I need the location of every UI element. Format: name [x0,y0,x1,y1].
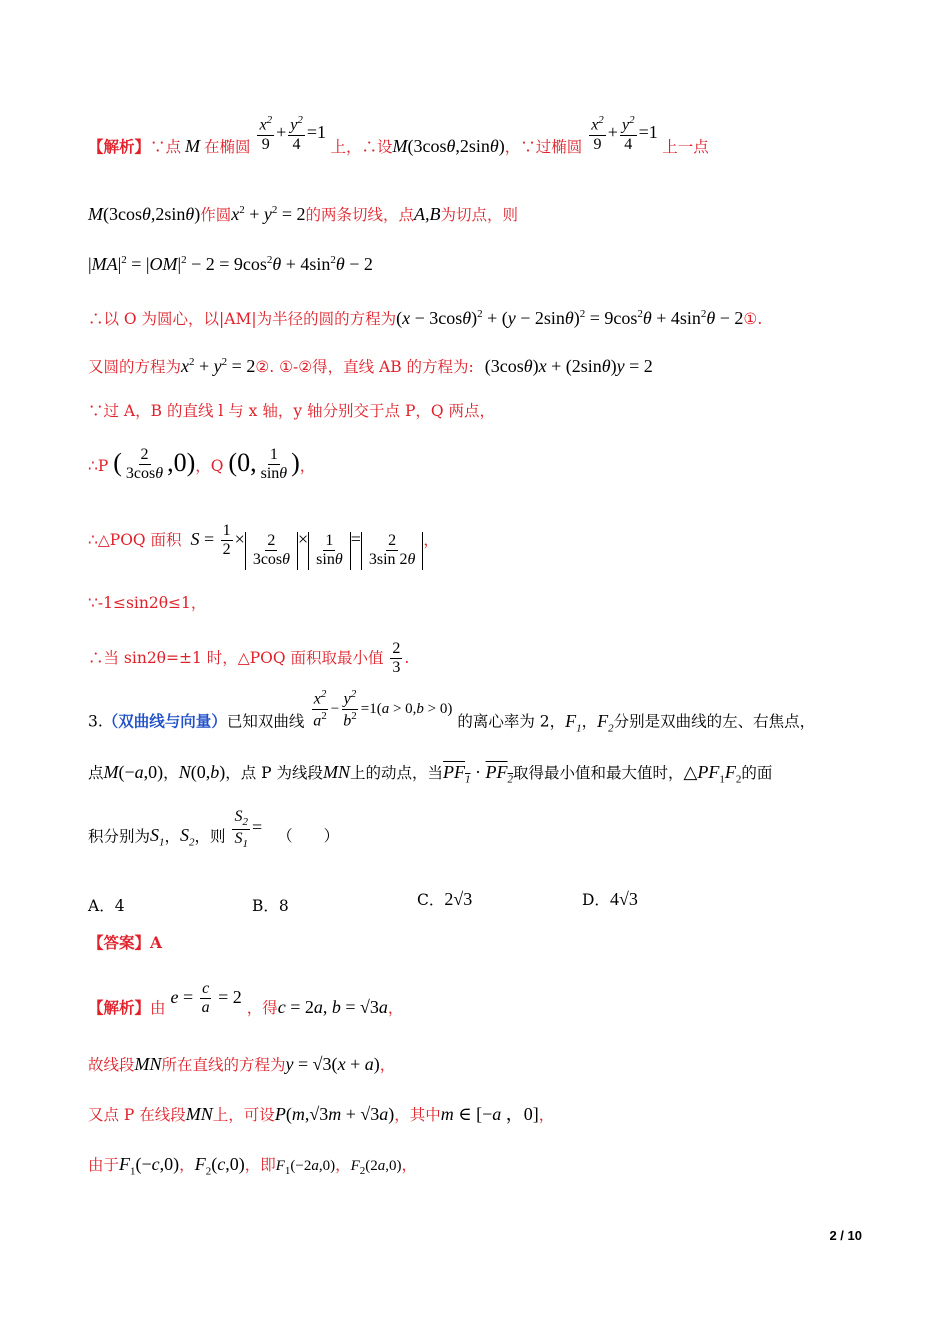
text: 又点 P 在线段 [88,1106,186,1124]
dot-product: $PF_1 \cdot PF_2$ [443,762,514,786]
solution2-line-1 [88,980,890,1028]
text: 上的动点，当 [350,764,444,782]
text: ∵点 [150,138,182,157]
question-3-line-2 [88,762,890,787]
solution-line-8 [88,522,890,570]
segment-MN: MN [134,1054,162,1074]
solution-line-5 [88,356,890,378]
solution-line-6 [88,402,890,421]
segment-MN: MN [323,762,350,782]
text: ， [581,712,598,731]
text: 故线段 [88,1056,135,1074]
triangle: $\triangle PF_1F_2$ [683,762,742,786]
circle-am-equation: $(x - 3\cos\theta)^2 + (y - 2\sin\theta)^2 = 9\cos^2\theta + 4\sin^2\theta - 2$ [396,308,744,328]
line-equation: y = √3(x + a) [285,1054,380,1074]
solution-label: 【解析】 [88,137,151,157]
text: 作圆 [200,206,232,224]
solution-line-3 [88,254,890,276]
text: . [404,649,410,668]
text: ， [387,999,404,1018]
text: 取得最小值和最大值时， [513,764,684,782]
text: ②. ①-②得，直线 AB 的方程为: [255,358,474,376]
text: 在椭圆 [204,138,251,157]
text: ∴P [88,456,109,475]
m-range: m ∈ [−a ，0] [440,1104,539,1124]
solution-line-7 [88,446,890,484]
option-b[interactable] [252,894,289,916]
S1: $S_1$ [150,825,165,850]
ma-equation: $|MA|^2 = |OM|^2 - 2 = 9\cos^2\theta + 4\sin^2\theta - 2$ [88,254,373,274]
circle-equation: $x^2 + y^2 = 2$ [231,204,306,224]
c-b-equation: c = 2a, b = √3a [277,997,388,1018]
text: 为切点，则 [440,206,519,224]
option-b-label: B．8 [252,897,289,915]
option-d-label: D． [582,891,610,909]
eccentricity-equation: e = $\frac{c}{a}$ = 2 [170,980,242,1017]
text: ， [401,1156,418,1174]
text: 上，∴设 [330,138,393,157]
points-AB: A,B [414,204,441,224]
text: 由于 [88,1156,120,1174]
solution-line-1 [88,114,890,168]
text: 已知双曲线 [226,712,305,731]
focus-F1-value: $F_1(-2a,0)$ [275,1158,336,1177]
option-c[interactable] [417,888,472,910]
question-3-line-3 [88,808,890,859]
text: ∴△POQ 面积 [88,531,182,550]
question-number: 3. [88,712,103,731]
text: 点 [88,764,104,782]
min-value: $\frac{2}{3}$ [392,640,401,677]
text: ∴以 O 为圆心，以|AM|为半径的圆的方程为 [88,310,397,328]
focus-F2: $F_2(c,0)$ [194,1154,245,1178]
solution2-line-2 [88,1054,890,1076]
solution-line-2 [88,204,890,226]
text: ①. [743,310,763,328]
option-c-label: C． [417,891,445,909]
text: 的两条切线，点 [305,206,415,224]
text: ， [164,827,181,846]
option-d[interactable] [582,888,638,910]
answer-value: A [150,933,163,952]
ellipse-equation-2: $\frac{x^2}{9}$ + $\frac{y^2}{4}$ =1 [591,114,663,153]
point-Q: (0, $\frac{1}{\sin\theta}$ ) [228,446,300,483]
circle-equation: $x^2 + y^2 = 2$ [181,356,256,376]
focus-F2-value: $F_2(2a,0)$ [350,1158,402,1177]
option-d-value: 4√3 [609,889,638,909]
hyperbola-equation: $\frac{x^2}{a^2}$ − $\frac{y^2}{b^2}$ =1(a > 0,b > 0) [313,688,453,730]
answer-line [88,934,890,953]
text: ， [423,531,439,550]
text: 积分别为 [88,827,151,846]
text: ，得 [246,999,278,1018]
option-a[interactable] [88,894,125,916]
segment-MN: MN [185,1104,213,1124]
text: ， [299,456,316,475]
S2: $S_2$ [180,825,195,850]
focus-F2: $F_2$ [597,710,614,735]
text: ，其中 [394,1106,441,1124]
point-N: N(0,b) [178,762,226,782]
text: 又圆的方程为 [88,358,182,376]
option-c-value: 2√3 [444,889,473,909]
point-M: M(−a,0) [103,762,164,782]
focus-F1: $F_1(-c,0)$ [119,1154,180,1178]
text: ∴当 sin2θ=±1 时，△POQ 面积取最小值 [88,649,384,668]
ratio: $\frac{S_2}{S_1}$ = [234,808,263,851]
text: 上一点 [662,138,709,157]
focus-F1: $F_1$ [565,710,582,735]
page-number: 2 / 10 [829,1228,862,1243]
solution-line-10 [88,640,890,678]
question-3-line-1 [88,688,890,744]
area-equation: S = $\frac{1}{2}$ × $\frac{2}{3\cos\theta}$ × $\frac{1}{\sin\theta}$ = $\frac{2}{3\sin 2\theta}$ [191,529,424,549]
text: ， [538,1106,555,1124]
ellipse-equation: $\frac{x^2}{9}$ + $\frac{y^2}{4}$ =1 [259,114,331,153]
text: 的离心率为 2， [457,712,566,731]
text: ， [179,1156,195,1174]
text: ，∵过椭圆 [504,138,583,157]
text: ， [379,1056,396,1074]
text: ∵-1≤sin2θ≤1， [88,594,207,612]
solution-label: 【解析】 [88,998,151,1018]
answer-label: 【答案】 [88,933,151,952]
text: 的面 [741,764,773,782]
point-P: ( $\frac{2}{3\cos\theta}$ ,0) [113,446,196,483]
solution2-line-4 [88,1154,890,1179]
text: ，则 [194,827,226,846]
math-M: M [185,136,201,157]
text: 由 [150,999,166,1018]
solution2-line-3 [88,1104,890,1126]
text: ，Q [195,456,224,475]
text: 上，可设 [212,1106,275,1124]
text: ， [163,764,179,782]
text: （ ） [277,827,340,846]
text: ， [335,1156,351,1174]
text: ，即 [244,1156,276,1174]
text: ∵过 A，B 的直线 l 与 x 轴，y 轴分别交于点 P，Q 两点， [88,402,496,420]
solution-line-4 [88,308,890,330]
solution-line-9 [88,594,890,613]
point-M: M(3cosθ,2sinθ) [392,136,505,157]
text: 所在直线的方程为 [161,1056,286,1074]
text: ，点 P 为线段 [225,764,323,782]
line-ab-equation: (3cosθ)x + (2sinθ)y = 2 [484,356,653,376]
point-M: M(3cosθ,2sinθ) [88,204,201,224]
option-a-label: A．4 [88,897,125,915]
question-tag: （双曲线与向量） [102,711,227,731]
point-P: P(m,√3m + √3a) [274,1104,395,1124]
text: 分别是双曲线的左、右焦点， [613,712,816,731]
